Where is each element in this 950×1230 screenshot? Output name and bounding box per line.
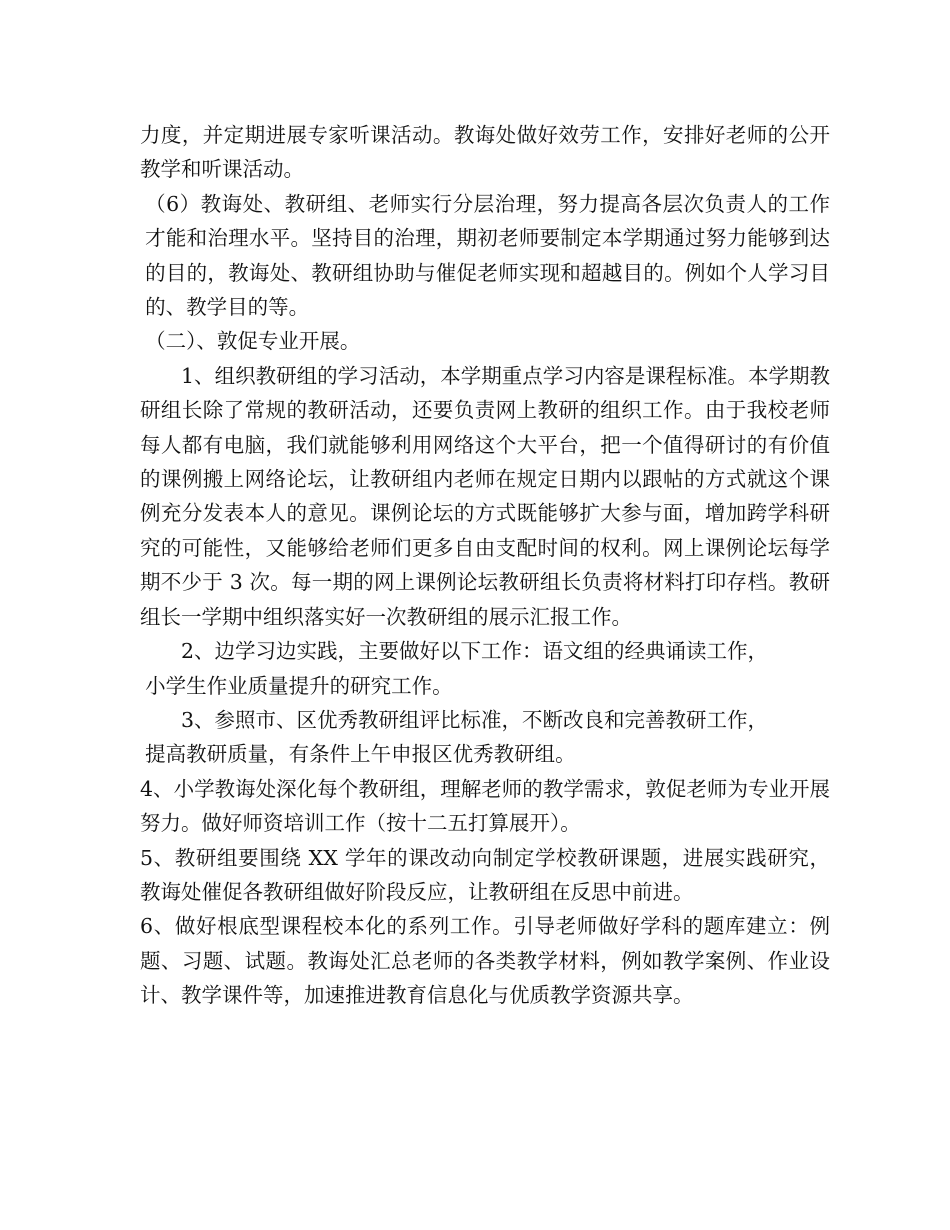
document-page (140, 118, 830, 1013)
paragraph-continued: 力度，并定期进展专家听课活动。教诲处做好效劳工作，安排好老师的公开教学和听课活动。 (140, 123, 830, 182)
section-heading-2: （二）、敦促专业开展。 (145, 329, 361, 354)
paragraph-point-1: 1、组织教研组的学习活动，本学期重点学习内容是课程标准。本学期教研组长除了常规的教研活动，还要负责网上教研的组织工作。由于我校老师每人都有电脑，我们就能够利用网络这个大平台，把一个值得研讨的有价值的课例搬上网络论坛，让教研组内老师在规定日期内以跟帖的方式就这个课例充分发表本人的意见。课例论坛的方式既能够扩大参与面，增加跨学科研究的可能性，又能够给老师们更多自由支配时间的权利。网上课例论坛每学期不少于 3 次。每一期的网上课例论坛教研组长负责将材料打印存档。教研组长一学期中组织落实好一次教研组的展示汇报工作。 (140, 363, 830, 629)
paragraph-point-6: 6、做好根底型课程校本化的系列工作。引导老师做好学科的题库建立：例题、习题、试题。教诲处汇总老师的各类教学材料，例如教学案例、作业设计、教学课件等，加速推进教育信息化与优质教学资源共享。 (140, 914, 830, 1008)
paragraph-point-5: 5、教研组要围绕 XX 学年的课改动向制定学校教研课题，进展实践研究，教诲处催促各教研组做好阶段反应，让教研组在反思中前进。 (140, 845, 830, 904)
paragraph-point-3-line-2: 提高教研质量，有条件上午申报区优秀教研组。 (145, 742, 576, 767)
paragraph-point-3-line-1: 3、参照市、区优秀教研组评比标准，不断改良和完善教研工作， (181, 707, 769, 732)
paragraph-point-2-line-1: 2、边学习边实践，主要做好以下工作：语文组的经典诵读工作， (181, 639, 769, 664)
paragraph-point-4: 4、小学教诲处深化每个教研组，理解老师的教学需求，敦促老师为专业开展努力。做好师资培训工作（按十二五打算展开）。 (140, 776, 830, 836)
paragraph-point-2-line-2: 小学生作业质量提升的研究工作。 (145, 673, 453, 698)
paragraph-item-6: （6）教诲处、教研组、老师实行分层治理，努力提高各层次负责人的工作才能和治理水平。坚持目的治理，期初老师要制定本学期通过努力能够到达的目的，教诲处、教研组协助与催促老师实现和超越目的。例如个人学习目的、教学目的等。 (145, 191, 830, 320)
